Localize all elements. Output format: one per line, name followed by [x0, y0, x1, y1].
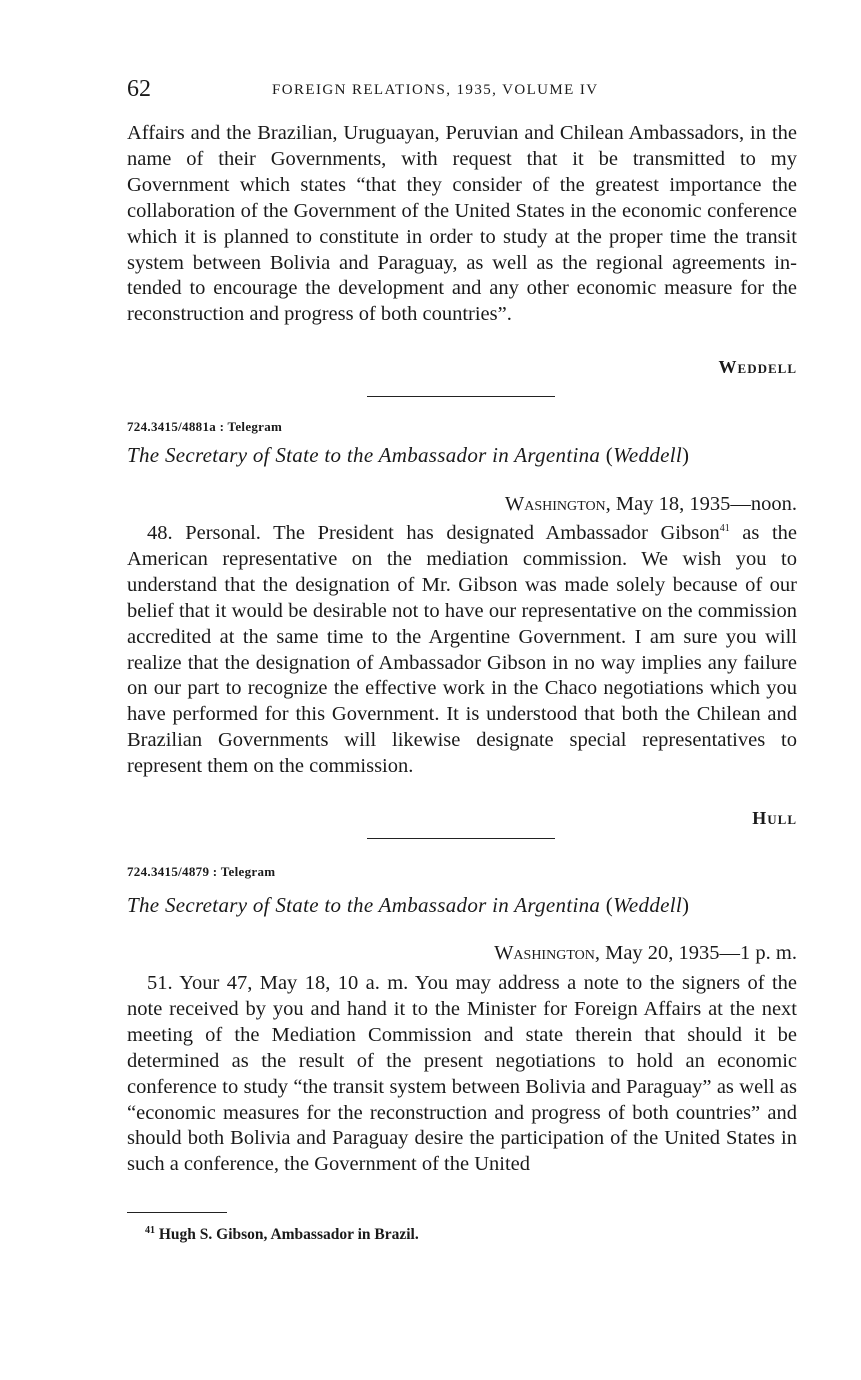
- continued-paragraph: Affairs and the Brazilian, Uruguayan, Peruvian and Chilean Ambassadors, in the name of their Governments, with request that it be transmitted to my Government which states “that they consider of the greatest importance the collaboration of the Government of the United States in the economic conference which it is planned to constitute in order to study at the proper time the transit system between Bolivia and Paraguay, as well as the regional agreements intended to encourage the development and any other economic measure for the reconstruction and progress of both countries”.: [127, 122, 797, 326]
- dateline-place: Washington,: [494, 942, 600, 964]
- page-header: [127, 76, 797, 106]
- page-number: 62: [127, 76, 151, 102]
- dateline: [494, 942, 797, 965]
- document-title-text: The Secretary of State to the Ambassador in Argentina: [127, 893, 601, 917]
- section-divider: [367, 396, 555, 397]
- telegram-body: [127, 521, 797, 780]
- running-head: FOREIGN RELATIONS, 1935, VOLUME IV: [272, 82, 599, 98]
- document-title-text: The Secretary of State to the Ambassador in Argentina: [127, 443, 601, 467]
- dateline-place: Washington,: [504, 493, 611, 515]
- footnote: [145, 1226, 419, 1244]
- footnote-number: 41: [145, 1224, 155, 1236]
- document-title: [127, 443, 797, 468]
- footnote-divider: [127, 1212, 227, 1213]
- telegram-body-start: 48. Personal. The President has designated Ambassador Gibson: [147, 522, 720, 544]
- footnote-text: Hugh S. Gibson, Ambassador in Brazil.: [155, 1226, 419, 1243]
- dateline-date: May 20, 1935—1 p. m.: [599, 942, 797, 964]
- footnote-marker: 41: [719, 523, 730, 535]
- signature-weddell: Weddell: [718, 357, 797, 377]
- telegram-body: 51. Your 47, May 18, 10 a. m. You may address a note to the signers of the note received by you and hand it to the Minister for Foreign Affairs at the next meeting of the Mediation Commission and state therein that should it be determined as the result of the present negotiations to hold an economic conference to study “the transit system between Bolivia and Paraguay” as well as “economic measures for the reconstruction and progress of both countries” and should both Bolivia and Paraguay desire the participation of the United States in such a conference, the Government of the United: [127, 972, 797, 1176]
- document-title: [127, 893, 797, 918]
- file-reference: 724.3415/4879 : Telegram: [127, 864, 276, 879]
- document-title-recipient: (Weddell): [605, 893, 690, 917]
- dateline-date: May 18, 1935—noon.: [610, 493, 797, 515]
- file-reference: 724.3415/4881a : Telegram: [127, 419, 283, 434]
- section-divider: [367, 838, 555, 839]
- dateline: [505, 493, 797, 516]
- document-title-recipient: (Weddell): [605, 443, 690, 467]
- signature-hull: Hull: [752, 808, 797, 828]
- telegram-body-rest: as the American representative on the mediation commission. We wish you to understand that the designation of Mr. Gibson was made solely because of our belief that it would be desirable not to have our representative on the commission accredited at the same time to the Argentine Government. I am sure you will realize that the designation of Ambassador Gibson in no way implies any failure on our part to recognize the effective work in the Chaco negotiations which you have performed for this Government. It is understood that both the Chilean and Brazilian Governments will likewise designate special representatives to represent them on the commission.: [127, 522, 798, 778]
